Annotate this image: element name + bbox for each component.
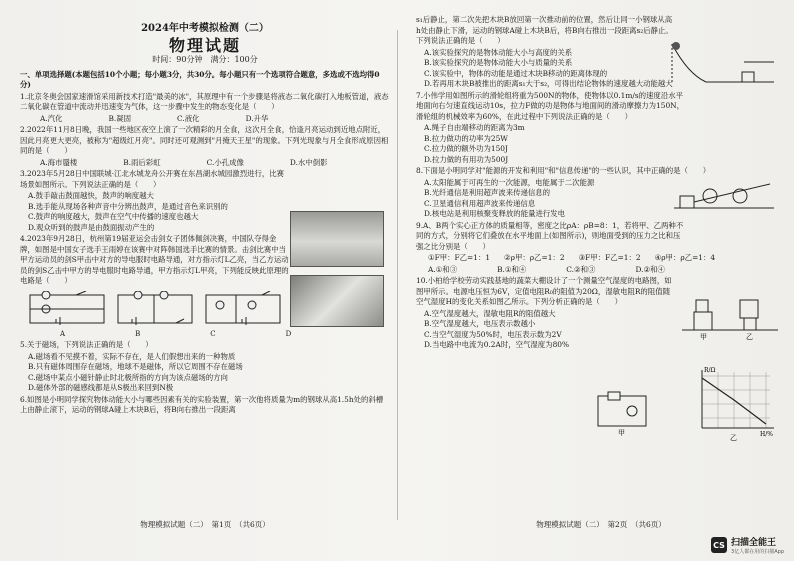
option: D.拉力做的有用功为500J [424,154,509,164]
option: C.拉力做的额外功为150J [424,144,508,153]
question-2-options [32,158,390,169]
option: B.只有磁体周围存在磁场，地球不是磁体，所以它周围不存在磁场 [28,362,243,371]
option: D.当电路中电流为0.2A时，空气湿度为80% [424,340,569,349]
circuit-labels [60,329,390,340]
option: C.液化 [177,113,200,123]
question-9-statements [428,253,786,264]
question-2: 2.2022年11月8日晚，我国一些地区夜空上演了一次精彩的月全食，这次月全食，恰逢月亮运动到近地点附近，因此月亮更大更亮，被称为"超级红月亮"。同时还可观测到"月掩天王星"的现象。下列光现象与月全食形成原因相同的是（ ） [20,125,389,155]
question-3: 3.2023年5月28日中国联城·江北水城龙舟公开赛在东昌湖水城园激烈进行，比赛场景如图所示。下列说法正确的是（ ） [20,169,285,189]
humidity-resistance-graph [684,366,780,442]
question-4: 4.2023年9月28日，杭州第19届亚运会击剑女子团体佩剑决赛，中国队夺得金牌，如图是中国女子选手王雨婷在该赛中对阵韩国选手比赛的情景。击剑比赛中当甲方运动员的剑S甲击中对方的导电服时电路导通，对方指示灯L乙亮，当乙方运动员的剑S乙击中甲方的导电服时电路导通，甲方指示灯L甲亮，下列能反映此原理的电路是（ ） [20,234,289,285]
exam-header: 2024年中考模拟检测（二） [141,23,269,34]
incline-ramp-diagram [668,34,778,94]
watermark-name: 扫描全能王 [731,538,777,548]
question-1-options [32,114,390,125]
option: C.卫星通信利用超声波来传递信息 [424,198,536,208]
figure-label: 甲 [618,429,625,436]
page-divider [397,30,398,520]
question-7: 7.小伟学用如图所示的滑轮组将重为500N的物体，使物体以0.1m/s的速度沿水平地面向右匀速直线运动10s，拉力F做的功是物体与地面间的滑动摩擦力为150N，滑轮组的机械效率为60%，在此过程中下列说法正确的是（ ） [416,90,685,121]
option: B.空气湿度越大，电压表示数越小 [424,319,536,328]
option: C.②和③ [566,264,596,274]
x-axis-label: H/% [760,431,773,438]
option: D.核电站是利用核聚变释放的能量进行发电 [424,209,566,218]
section-heading: 一、单项选择题(本题包括10个小题；每小题3分，共30分。每小题只有一个选项符合题意，多选或不选均得0分) [20,69,380,89]
circuit-label: D [285,329,292,338]
statement: ①F甲：F乙=1：1 [428,253,491,262]
page-footer: 物理模拟试题（二） 第2页 （共6页） [536,519,666,529]
fencing-photo [290,275,384,327]
question-5: 5.关于磁场，下列说法正确的是（ ） [20,340,153,349]
option: D.磁体外部的磁感线都是从S极出来回到N极 [28,383,174,392]
watermark-subtitle: 3亿人都在用的扫描App [731,549,784,555]
option: A.海市蜃楼 [40,157,78,167]
scanner-watermark [711,535,784,555]
camscanner-logo: CS [711,537,727,553]
option: D.②和④ [635,264,665,274]
option: C.该实验中，物体的动能是通过木块B移动的距离体现的 [424,68,608,78]
figure-label: 乙 [746,333,753,340]
question-7-options [416,123,786,165]
question-9-choices [428,265,786,276]
circuit-label: C [210,329,216,338]
option: A.磁场看不见摸不着，实际不存在，是人们假想出来的一种物质 [28,351,236,361]
option: A.汽化 [40,113,63,123]
dragon-boat-photo [290,211,384,267]
option: A.鼓手敲击鼓面越快，鼓声的响度越大 [28,191,154,200]
humidity-circuit-diagram [592,386,652,436]
figure-label: 甲 [700,333,707,340]
option: A.①和③ [428,264,458,274]
option: C.磁场中某点小磁针静止时北极所指的方向为该点磁场的方向 [28,372,228,382]
figure-label: 乙 [730,434,737,442]
option: D.升华 [245,113,269,123]
option: C.鼓声的响度越大，鼓声在空气中传播的速度也越大 [28,212,199,221]
option: D.水中倒影 [289,157,328,167]
question-9: 9.A、B两个实心正方体的质量相等，密度之比ρA：ρB=8：1，若将甲、乙两种不同的方式，分别将它们叠放在水平地面上(如图所示)，则地面受到的压力之比和压强之比分别是（ ） [416,220,684,251]
option: A.该实验探究的是物体动能大小与高度的关系 [424,47,573,57]
y-axis-label: R/Ω [704,367,716,374]
option: B.凝固 [108,113,132,123]
option: B.①和④ [497,264,527,274]
circuit-c-diagram [202,291,284,327]
circuit-label: A [60,329,66,338]
statement: ②ρ甲：ρ乙=1：2 [504,253,565,262]
option: C.小孔成像 [206,157,244,167]
option: B.雨后彩虹 [123,157,161,167]
question-6-continued: s₁后静止，第二次先把木块B放回第一次推动前的位置，然后让同一小钢球从高h处由静止下滑，运动的钢球A碰上木块B后，将B向右推出一段距离s₂后静止。下列说法正确的是（ ） [416,15,673,45]
circuit-b-diagram [114,291,196,327]
option: A.空气湿度越大，湿敏电阻R的阻值越大 [424,308,556,318]
page-footer: 物理模拟试题（二） 第1页 （共6页） [140,519,270,529]
option: D.若再用木块B被推出的距离s₁大于s₂，可得出结论物体的速度越大动能越大 [424,79,673,88]
pulley-system-diagram [674,174,774,214]
question-1: 1.北京冬奥会国家速滑馆采用新技术打造"最美的冰"，其原理中有一个步骤是将液态二氧化碳打入地板管道，液态二氧化碳在管道中流动并迅速变为气体，这一步骤中发生的物态变化是（ ） [20,91,389,111]
question-5-options [20,352,390,394]
question-6: 6.如图是小明同学探究物体动能大小与哪些因素有关的实验装置，第一次他将质量为m的钢球从高1.5h处的斜槽上由静止滚下，运动的钢球A碰上木块B后，将B向右推出一段距离 [20,394,384,414]
question-8: 8.下面是小明同学对"能源的开发和利用"和"信息传递"的一些认识，其中正确的是（ ） [416,166,711,175]
page-2 [416,14,786,534]
statement: ③F甲：F乙=1：2 [578,253,641,262]
subject-title: 物理试题 [168,35,241,55]
page-1 [20,14,390,534]
option: B.拉力做功的功率为25W [424,133,508,143]
statement: ④ρ甲：ρ乙=1：4 [654,253,716,262]
option: D.观众听到的鼓声是由鼓面振动产生的 [28,222,155,232]
circuit-label: B [135,329,141,338]
exam-meta: 时间：90分钟 满分：100分 [152,55,258,64]
circuit-a-diagram [26,291,108,327]
question-10: 10.小柏给学校劳动实践基地的蔬菜大棚设计了一个测量空气湿度的电路图，如图甲所示。电源电压恒为6V，定值电阻R₀的阻值为20Ω，湿敏电阻R的阻值随空气湿度H的变化关系如图乙所示。下列分析正确的是（ ） [416,276,672,306]
option: B.选手能从现场各种声音中分辨出鼓声，是通过音色来识别的 [28,201,228,211]
option: B.光纤通信是利用超声波来传递信息的 [424,188,551,197]
option: C.当空气湿度为50%时，电压表示数为2V [424,329,562,339]
option: A.太阳能属于可再生的一次能源，电能属于二次能源 [424,177,595,187]
stacked-blocks-diagram [682,296,778,340]
option: B.该实验探究的是物体动能大小与质量的关系 [424,58,573,67]
option: A.绳子自由端移动的距离为3m [424,123,525,132]
